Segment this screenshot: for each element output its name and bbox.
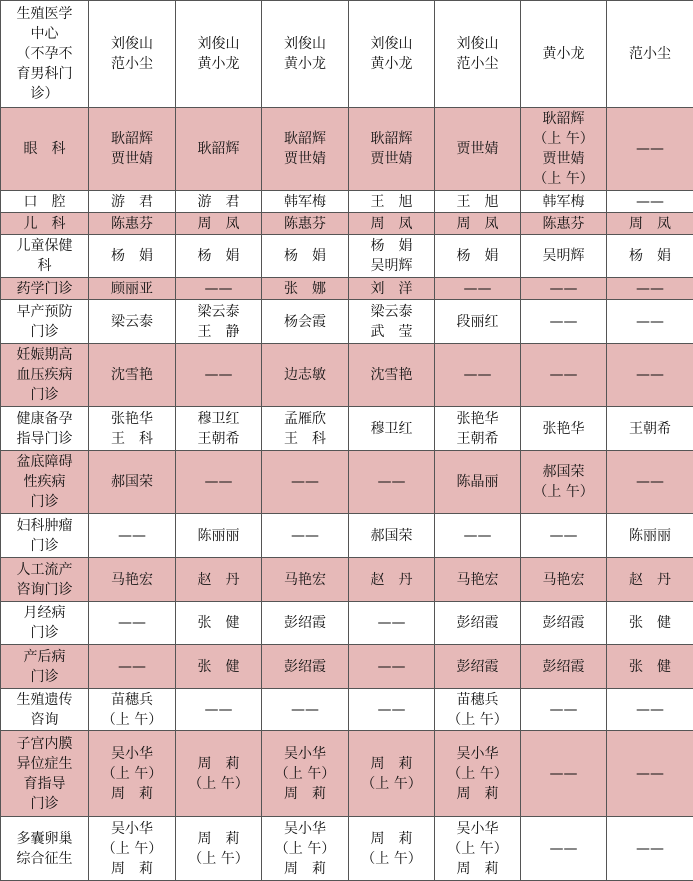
doctor-cell: 郝国荣 （上 午） [521,451,607,514]
doctor-cell: 周 莉 （上 午） [349,731,435,817]
schedule-row [1,300,693,344]
schedule-row [1,689,693,731]
doctor-cell: —— [435,344,521,407]
doctor-cell: 杨 娟 [176,235,262,278]
department-cell: 药学门诊 [1,278,89,300]
header-day-cell: 刘俊山 黄小龙 [262,1,349,108]
doctor-cell: 吴小华 （上 午） 周 莉 [262,731,349,817]
doctor-cell: —— [521,514,607,558]
doctor-cell: —— [262,451,349,514]
doctor-cell: —— [607,689,693,731]
doctor-cell: 张艳华 [521,407,607,451]
schedule-row [1,817,693,881]
doctor-cell: —— [521,344,607,407]
schedule-row [1,235,693,278]
schedule-row [1,191,693,213]
doctor-cell: 周 莉 （上 午） [176,731,262,817]
schedule-row [1,731,693,817]
header-day-cell: 刘俊山 范小尘 [89,1,176,108]
doctor-cell: —— [607,344,693,407]
department-cell: 妊娠期高 血压疾病 门诊 [1,344,89,407]
schedule-row [1,407,693,451]
schedule-row [1,213,693,235]
doctor-cell: —— [607,731,693,817]
doctor-cell: 梁云泰 [89,300,176,344]
doctor-cell: —— [435,278,521,300]
doctor-cell: —— [521,817,607,881]
header-day-cell: 刘俊山 黄小龙 [349,1,435,108]
doctor-cell: 王朝希 [607,407,693,451]
schedule-row [1,645,693,689]
doctor-cell: 贾世婧 [435,108,521,191]
doctor-cell: 杨 娟 [435,235,521,278]
doctor-cell: —— [176,451,262,514]
doctor-cell: —— [262,514,349,558]
doctor-cell: 吴小华 （上 午） 周 莉 [435,731,521,817]
doctor-cell: 彭绍霞 [435,645,521,689]
department-cell: 子宫内膜 异位症生 育指导 门诊 [1,731,89,817]
doctor-cell: 杨 娟 [607,235,693,278]
header-title: 生殖医学 中心 （不孕不 育男科门 诊） [1,1,89,108]
doctor-cell: 苗穗兵 （上 午） [89,689,176,731]
doctor-cell: 郝国荣 [349,514,435,558]
schedule-row [1,278,693,300]
doctor-cell: —— [176,344,262,407]
doctor-cell: —— [607,451,693,514]
doctor-cell: 张 健 [176,645,262,689]
doctor-cell: —— [607,817,693,881]
department-cell: 人工流产 咨询门诊 [1,558,89,602]
doctor-cell: 穆卫红 王朝希 [176,407,262,451]
department-cell: 口 腔 [1,191,89,213]
doctor-cell: —— [435,514,521,558]
doctor-cell: 周 莉 （上 午） [349,817,435,881]
doctor-cell: 陈惠芬 [521,213,607,235]
doctor-cell: 吴小华 （上 午） 周 莉 [89,817,176,881]
department-cell: 儿童保健 科 [1,235,89,278]
doctor-cell: 马艳宏 [435,558,521,602]
doctor-cell: 孟雁欣 王 科 [262,407,349,451]
doctor-cell: 马艳宏 [521,558,607,602]
doctor-cell: 耿韶辉 贾世婧 [349,108,435,191]
doctor-cell: 彭绍霞 [521,645,607,689]
doctor-cell: 马艳宏 [262,558,349,602]
header-day-cell: 黄小龙 [521,1,607,108]
doctor-cell: 赵 丹 [607,558,693,602]
doctor-cell: —— [176,689,262,731]
doctor-cell: 杨会霞 [262,300,349,344]
doctor-cell: 彭绍霞 [521,602,607,645]
doctor-cell: 杨 娟 [262,235,349,278]
doctor-cell: 耿韶辉 贾世婧 [262,108,349,191]
doctor-cell: 赵 丹 [349,558,435,602]
doctor-cell: —— [176,278,262,300]
schedule-row [1,451,693,514]
doctor-cell: —— [607,278,693,300]
doctor-cell: 彭绍霞 [262,602,349,645]
doctor-cell: 顾丽亚 [89,278,176,300]
doctor-cell: 耿韶辉 [176,108,262,191]
doctor-cell: —— [521,278,607,300]
schedule-row [1,602,693,645]
doctor-cell: —— [349,645,435,689]
department-cell: 妇科肿瘤 门诊 [1,514,89,558]
doctor-cell: 耿韶辉 （上 午） 贾世婧 （上 午） [521,108,607,191]
doctor-cell: 吴明辉 [521,235,607,278]
doctor-cell: 张艳华 王朝希 [435,407,521,451]
department-cell: 盆底障碍 性疾病 门诊 [1,451,89,514]
doctor-cell: 张 健 [176,602,262,645]
department-cell: 儿 科 [1,213,89,235]
doctor-cell: 郝国荣 [89,451,176,514]
department-cell: 健康备孕 指导门诊 [1,407,89,451]
schedule-row [1,558,693,602]
doctor-cell: 段丽红 [435,300,521,344]
doctor-cell: —— [607,108,693,191]
doctor-cell: 刘 洋 [349,278,435,300]
doctor-cell: 耿韶辉 贾世婧 [89,108,176,191]
doctor-cell: 沈雪艳 [349,344,435,407]
doctor-cell: 周 凤 [607,213,693,235]
doctor-cell: —— [521,689,607,731]
doctor-cell: 韩军梅 [521,191,607,213]
header-row [1,1,693,108]
doctor-cell: 陈晶丽 [435,451,521,514]
doctor-cell: —— [521,300,607,344]
department-cell: 眼 科 [1,108,89,191]
doctor-cell: 彭绍霞 [262,645,349,689]
doctor-cell: —— [349,689,435,731]
doctor-cell: 张 健 [607,602,693,645]
doctor-cell: 周 凤 [349,213,435,235]
doctor-cell: 吴小华 （上 午） 周 莉 [262,817,349,881]
doctor-cell: —— [607,191,693,213]
doctor-cell: 张 健 [607,645,693,689]
doctor-cell: —— [262,689,349,731]
header-day-cell: 范小尘 [607,1,693,108]
doctor-cell: 苗穗兵 （上 午） [435,689,521,731]
doctor-cell: 吴小华 （上 午） 周 莉 [89,731,176,817]
doctor-cell: —— [349,451,435,514]
doctor-cell: 王 旭 [435,191,521,213]
header-day-cell: 刘俊山 黄小龙 [176,1,262,108]
doctor-cell: 韩军梅 [262,191,349,213]
doctor-cell: 陈丽丽 [607,514,693,558]
department-cell: 月经病 门诊 [1,602,89,645]
department-cell: 产后病 门诊 [1,645,89,689]
doctor-cell: 王 旭 [349,191,435,213]
doctor-cell: 游 君 [176,191,262,213]
doctor-cell: 陈惠芬 [89,213,176,235]
department-cell: 早产预防 门诊 [1,300,89,344]
doctor-cell: 彭绍霞 [435,602,521,645]
schedule-row [1,514,693,558]
doctor-cell: —— [89,602,176,645]
header-day-cell: 刘俊山 范小尘 [435,1,521,108]
doctor-cell: —— [349,602,435,645]
doctor-cell: 周 凤 [176,213,262,235]
doctor-cell: 沈雪艳 [89,344,176,407]
doctor-cell: 陈惠芬 [262,213,349,235]
schedule-row [1,108,693,191]
department-cell: 多囊卵巢 综合征生 [1,817,89,881]
doctor-cell: 穆卫红 [349,407,435,451]
doctor-cell: 陈丽丽 [176,514,262,558]
doctor-cell: —— [89,645,176,689]
doctor-cell: —— [521,731,607,817]
doctor-cell: 梁云泰 王 静 [176,300,262,344]
doctor-cell: 周 莉 （上 午） [176,817,262,881]
doctor-cell: 杨 娟 [89,235,176,278]
doctor-cell: —— [607,300,693,344]
doctor-cell: 边志敏 [262,344,349,407]
doctor-cell: 游 君 [89,191,176,213]
doctor-cell: 张艳华 王 科 [89,407,176,451]
doctor-cell: 张 娜 [262,278,349,300]
doctor-cell: 吴小华 （上 午） 周 莉 [435,817,521,881]
doctor-cell: —— [89,514,176,558]
doctor-cell: 赵 丹 [176,558,262,602]
doctor-cell: 马艳宏 [89,558,176,602]
doctor-cell: 梁云泰 武 莹 [349,300,435,344]
doctor-cell: 杨 娟 吴明辉 [349,235,435,278]
department-cell: 生殖遗传 咨询 [1,689,89,731]
schedule-row [1,344,693,407]
doctor-cell: 周 凤 [435,213,521,235]
